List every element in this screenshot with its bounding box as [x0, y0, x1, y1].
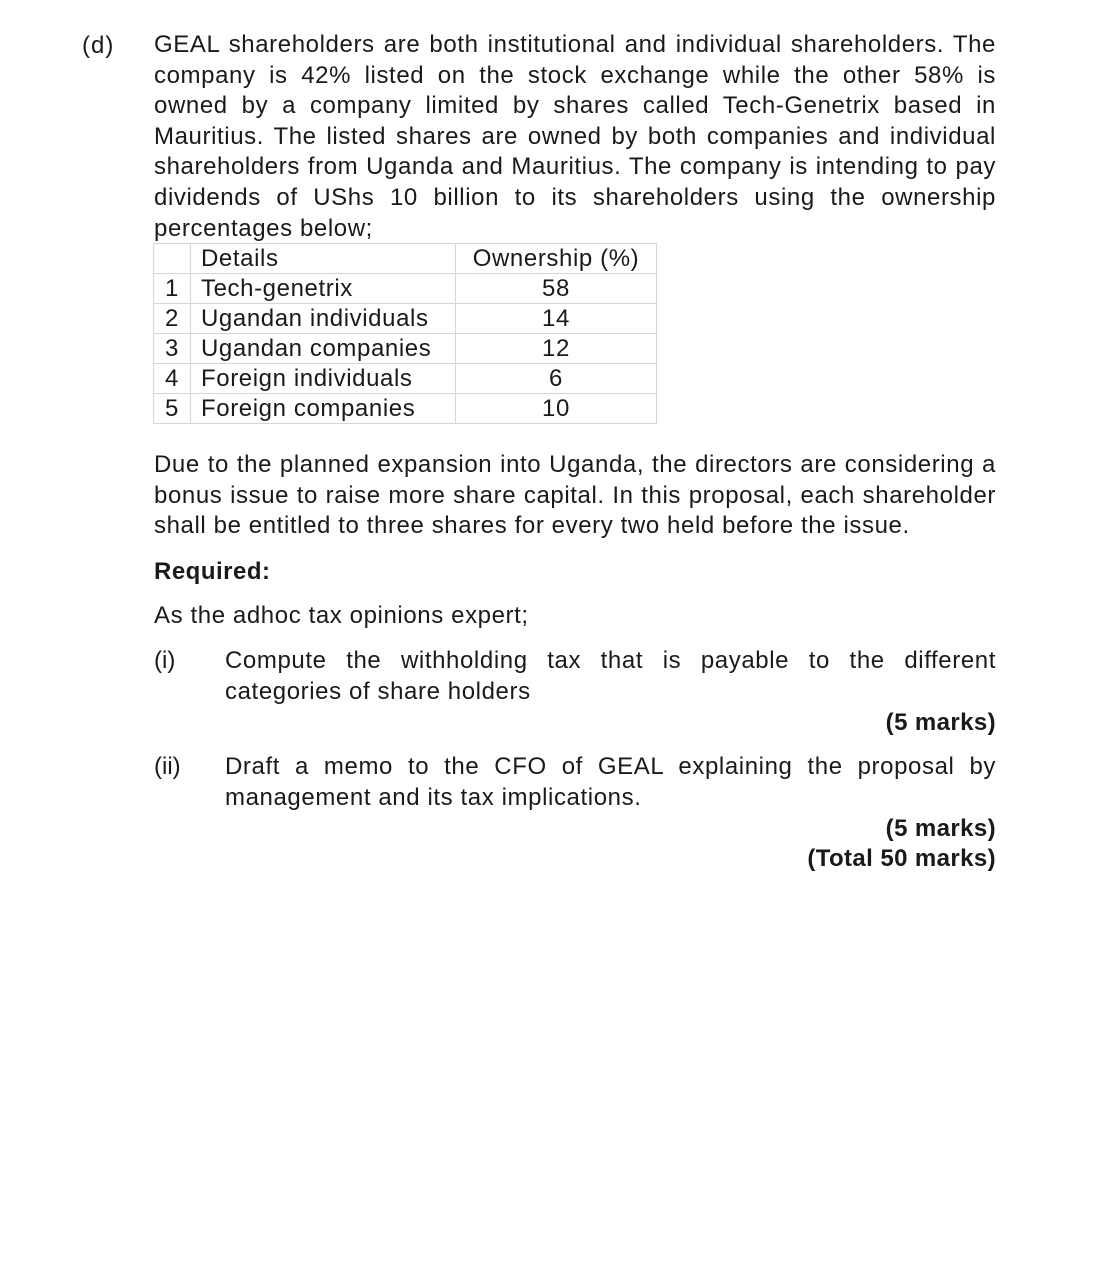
row-details: Foreign companies: [191, 394, 456, 424]
part-i-marks: (5 marks): [885, 709, 996, 736]
row-details: Foreign individuals: [191, 364, 456, 394]
row-details: Tech-genetrix: [191, 274, 456, 304]
table-row: [154, 364, 657, 394]
header-num: [154, 244, 191, 274]
header-details: Details: [191, 244, 456, 274]
required-intro: As the adhoc tax opinions expert;: [154, 602, 529, 629]
row-num: 4: [154, 364, 191, 394]
row-details: Ugandan individuals: [191, 304, 456, 334]
row-num: 5: [154, 394, 191, 424]
table-row: [154, 334, 657, 364]
row-num: 1: [154, 274, 191, 304]
part-ii-marks: (5 marks): [885, 815, 996, 842]
part-ii-text: Draft a memo to the CFO of GEAL explaining the proposal by management and its tax implications.: [225, 753, 996, 811]
table-header-row: [154, 244, 657, 274]
table-row: [154, 394, 657, 424]
row-details: Ugandan companies: [191, 334, 456, 364]
required-heading: Required:: [154, 558, 271, 585]
row-ownership: 12: [456, 334, 657, 364]
header-ownership: Ownership (%): [456, 244, 657, 274]
question-label: (d): [82, 32, 115, 59]
row-ownership: 14: [456, 304, 657, 334]
ownership-table: [153, 243, 657, 424]
row-num: 3: [154, 334, 191, 364]
bonus-paragraph: Due to the planned expansion into Uganda, the directors are considering a bonus issue to raise more share capital. In this proposal, each shareholder shall be entitled to three shares for every two held before the issue.: [154, 451, 996, 540]
row-ownership: 10: [456, 394, 657, 424]
part-i-label: (i): [154, 647, 176, 674]
row-ownership: 6: [456, 364, 657, 394]
table-row: [154, 274, 657, 304]
table-row: [154, 304, 657, 334]
row-ownership: 58: [456, 274, 657, 304]
intro-paragraph: GEAL shareholders are both institutional and individual shareholders. The company is 42% listed on the stock exchange while the other 58% is owned by a company limited by shares called Tech-Genetrix based in Mauritius. The listed shares are owned by both companies and individual shareholders from Uganda and Mauritius. The company is intending to pay dividends of UShs 10 billion to its shareholders using the ownership percentages below;: [154, 31, 996, 242]
part-i-text: Compute the withholding tax that is payable to the different categories of share holders: [225, 647, 996, 705]
row-num: 2: [154, 304, 191, 334]
total-marks: (Total 50 marks): [807, 845, 996, 872]
part-ii-label: (ii): [154, 753, 181, 780]
